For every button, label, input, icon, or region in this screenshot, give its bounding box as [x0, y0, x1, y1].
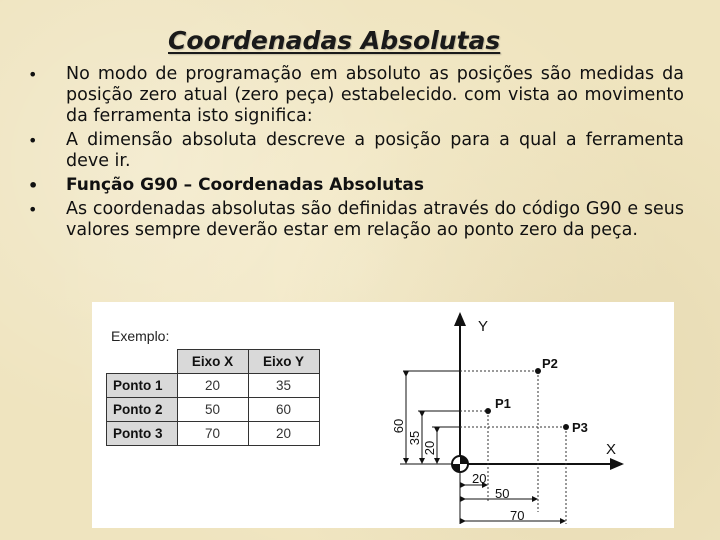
- bullet-marker: •: [28, 176, 39, 195]
- bullet-item: [28, 175, 684, 196]
- slide-title: Coordenadas Absolutas: [168, 26, 501, 55]
- cell-x: 20: [177, 374, 248, 398]
- dimension-y-35: 35: [407, 430, 422, 446]
- coordinate-diagram: [92, 302, 674, 528]
- bullet-list: [28, 64, 684, 244]
- column-header-y: Eixo Y: [248, 350, 319, 374]
- y-axis-label: Y: [478, 318, 489, 335]
- dimension-x-50: 50: [495, 486, 510, 501]
- cell-y: 35: [248, 374, 319, 398]
- bullet-text: No modo de programação em absoluto as posições são medidas da posição zero atual (zero peça) estabelecido. com vista ao movimento da ferramenta isto significa:: [66, 64, 684, 126]
- dimension-x-20: 20: [472, 471, 487, 486]
- x-axis-label: X: [606, 441, 617, 458]
- point-label-p3: P3: [572, 420, 588, 435]
- bullet-text: Função G90 – Coordenadas Absolutas: [66, 175, 425, 195]
- row-header: Ponto 1: [107, 374, 178, 398]
- example-figure: [92, 302, 674, 528]
- example-label: Exemplo:: [111, 328, 170, 344]
- bullet-text: As coordenadas absolutas são definidas através do código G90 e seus valores sempre deverão estar em relação ao ponto zero da peça.: [66, 199, 684, 240]
- y-axis-arrow-icon: [454, 312, 466, 326]
- x-axis-arrow-icon: [610, 458, 624, 470]
- cell-x: 50: [177, 398, 248, 422]
- row-header: Ponto 2: [107, 398, 178, 422]
- cell-y: 60: [248, 398, 319, 422]
- bullet-marker: •: [28, 65, 38, 84]
- dimension-y-60: 60: [391, 418, 406, 434]
- column-header-x: Eixo X: [177, 350, 248, 374]
- cell-y: 20: [248, 422, 319, 446]
- row-header: Ponto 3: [107, 422, 178, 446]
- bullet-marker: •: [28, 200, 38, 219]
- bullet-item: [28, 199, 684, 241]
- cell-x: 70: [177, 422, 248, 446]
- point-label-p1: P1: [495, 396, 511, 411]
- bullet-marker: •: [28, 131, 38, 150]
- point-label-p2: P2: [542, 356, 558, 371]
- guide-lines: [460, 371, 566, 524]
- point-p1: [485, 408, 491, 414]
- part-zero-icon: [452, 456, 468, 472]
- point-p2: [535, 368, 541, 374]
- dimension-y-20: 20: [422, 440, 437, 456]
- point-p3: [563, 424, 569, 430]
- bullet-item: [28, 64, 684, 127]
- bullet-item: [28, 130, 684, 172]
- bullet-text: A dimensão absoluta descreve a posição para a qual a ferramenta deve ir.: [66, 130, 684, 171]
- dimension-x-70: 70: [510, 508, 525, 523]
